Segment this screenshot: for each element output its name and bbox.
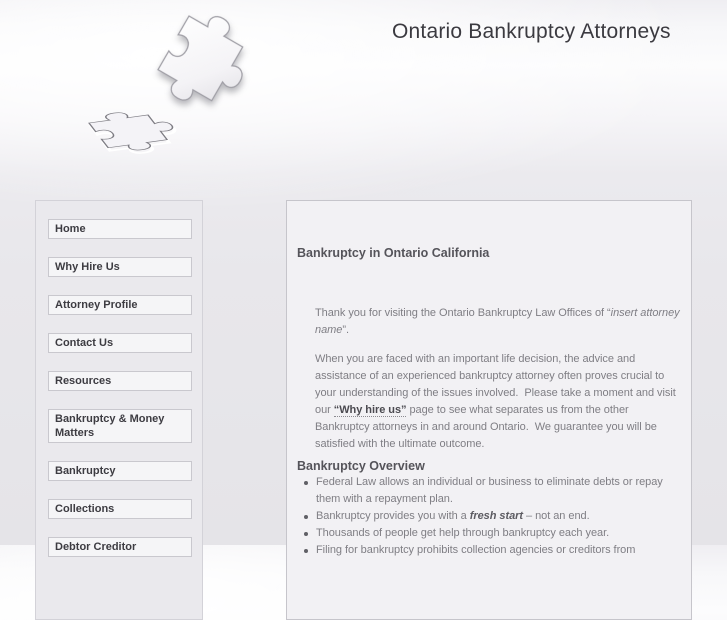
content-panel xyxy=(286,200,692,620)
overview-bullet-3 xyxy=(297,525,683,542)
body-text-after-link: page to see what separates us from the other Bankruptcy attorneys in and around Ontario. We guarantee you will be satisfied with the ultimate outcome. xyxy=(315,404,660,450)
puzzle-logo-icon xyxy=(50,0,280,185)
overview-list xyxy=(297,474,683,559)
overview-bullet-2 xyxy=(297,508,683,525)
sidebar-item-why-hire-us[interactable]: Why Hire Us xyxy=(48,257,192,277)
intro-text-prefix: Thank you for visiting the Ontario Bankruptcy Law Offices of “ xyxy=(315,307,611,319)
site-title: Ontario Bankruptcy Attorneys xyxy=(392,20,671,43)
intro-paragraph xyxy=(315,305,683,339)
body-paragraph xyxy=(315,351,683,453)
bullet-text: Federal Law allows an individual or business to eliminate debts or repay them with a repayment plan. xyxy=(316,476,666,505)
bullet-text: Thousands of people get help through bankruptcy each year. xyxy=(316,527,610,539)
why-hire-us-link[interactable]: “Why hire us” xyxy=(333,404,407,416)
sidebar xyxy=(35,200,203,620)
bullet-text: Bankruptcy provides you with a xyxy=(316,510,470,522)
sidebar-item-debtor-creditor[interactable]: Debtor Creditor xyxy=(48,537,192,557)
sidebar-item-attorney-profile[interactable]: Attorney Profile xyxy=(48,295,192,315)
intro-placeholder-text: insert attorney name xyxy=(315,307,680,336)
body-text-before-link: When you are faced with an important life decision, the advice and assistance of an experienced bankruptcy attorney often proves crucial to your understanding of the issues involved. Please take a moment and visit our xyxy=(315,353,679,416)
overview-bullet-1 xyxy=(297,474,683,508)
overview-heading: Bankruptcy Overview xyxy=(297,459,425,473)
sidebar-item-resources[interactable]: Resources xyxy=(48,371,192,391)
sidebar-item-bankruptcy[interactable]: Bankruptcy xyxy=(48,461,192,481)
page-heading: Bankruptcy in Ontario California xyxy=(297,246,490,260)
bullet-emphasis: fresh start xyxy=(469,510,524,522)
bullet-text-after: – not an end. xyxy=(523,510,590,522)
sidebar-item-collections[interactable]: Collections xyxy=(48,499,192,519)
sidebar-item-home[interactable]: Home xyxy=(48,219,192,239)
sidebar-item-bankruptcy-money-matters[interactable]: Bankruptcy & Money Matters xyxy=(48,409,192,443)
sidebar-item-contact-us[interactable]: Contact Us xyxy=(48,333,192,353)
bullet-text: Filing for bankruptcy prohibits collection agencies or creditors from xyxy=(316,544,636,556)
intro-text-suffix: ”. xyxy=(342,324,349,336)
